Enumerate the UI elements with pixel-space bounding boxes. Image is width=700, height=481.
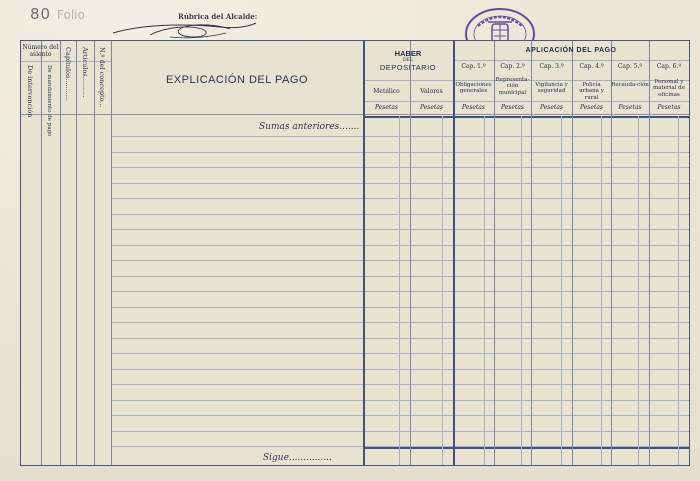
- col-rule: [60, 41, 61, 465]
- pesetas-label: Pesetas: [539, 104, 563, 111]
- cents-rule: [399, 116, 400, 465]
- aplicacion-header: APLICACIÓN DEL PAGO: [525, 47, 617, 54]
- cap-1-desc: Obligaciones generales: [455, 82, 492, 95]
- ledger-row-line: [111, 400, 689, 401]
- pesetas-label: Pesetas: [419, 104, 443, 111]
- ledger-table: [20, 40, 690, 466]
- cap-2-desc: Representa-ción municipal: [495, 77, 530, 96]
- cap-3-desc: Vigilancia y seguridad: [535, 82, 568, 95]
- cents-rule: [601, 116, 602, 465]
- ledger-row-line: [111, 415, 689, 416]
- chapter-rule: [453, 60, 689, 61]
- ledger-row-line: [111, 152, 689, 153]
- haber-header: [363, 49, 453, 72]
- folio-label: Folio: [57, 8, 85, 22]
- cap-4-header: Cap. 4.º: [579, 63, 604, 70]
- cap-6-header: Cap. 6.º: [656, 63, 682, 70]
- cents-rule: [561, 116, 562, 465]
- ledger-row-line: [111, 307, 689, 308]
- haber-del: DEL: [403, 58, 413, 63]
- col-rule: [94, 41, 95, 465]
- ledger-row-line: [111, 214, 689, 215]
- cap-6-desc: Personal y material de oficinas: [653, 79, 685, 98]
- sumas-anteriores-label: Sumas anteriores.......: [259, 122, 360, 132]
- ledger-row-line: [111, 353, 689, 354]
- ledger-row-line: [111, 276, 689, 277]
- cap-4-desc: Policía urbana y rural: [579, 82, 604, 101]
- articulos-header: Artículos..........: [81, 47, 89, 98]
- header-bottom-rule: [21, 114, 689, 115]
- cents-rule: [638, 116, 639, 465]
- num-concepto-header: N.º del concepto...: [98, 47, 106, 108]
- pesetas-label: Pesetas: [500, 104, 524, 111]
- pesetas-label: Pesetas: [374, 104, 398, 111]
- pesetas-label: Pesetas: [657, 104, 681, 111]
- ledger-row-line: [111, 260, 689, 261]
- ledger-row-line: [111, 384, 689, 385]
- ledger-bottom-line: [363, 447, 689, 449]
- col-rule: [111, 41, 112, 465]
- pesetas-label: Pesetas: [579, 104, 603, 111]
- signature-label: Rúbrica del Alcalde:: [178, 12, 258, 21]
- de-mandamiento-header: De mandamiento de pago: [46, 65, 52, 137]
- folio-number: 80: [30, 5, 52, 23]
- ledger-row-line: [111, 369, 689, 370]
- ledger-row-line: [111, 322, 689, 323]
- ledger-row-line: [111, 229, 689, 230]
- cents-rule: [521, 116, 522, 465]
- asiento-header: Número del asiento: [22, 44, 59, 58]
- ledger-row-line: [111, 291, 689, 292]
- cap-5-header: Cap. 5.º: [617, 63, 643, 70]
- cap-3-header: Cap. 3.º: [539, 63, 564, 70]
- ledger-row-line: [111, 431, 689, 432]
- ledger-row-line: [111, 167, 689, 168]
- cents-rule: [678, 116, 679, 465]
- haber-depositario: DEPOSITARIO: [379, 63, 437, 72]
- explicacion-header: EXPLICACIÓN DEL PAGO: [165, 74, 309, 86]
- data-top-rule: [363, 116, 689, 118]
- sigue-label: Sigue...............: [263, 453, 332, 463]
- cap-2-header: Cap. 2.º: [500, 63, 525, 70]
- metalico-header: Metálico: [373, 88, 400, 95]
- cents-rule: [442, 116, 443, 465]
- cap-1-header: Cap. 1.º: [461, 63, 486, 70]
- haber-title: HABER: [394, 49, 422, 58]
- ledger-row-line: [111, 183, 689, 184]
- pesetas-label: Pesetas: [461, 104, 485, 111]
- cap-5-desc: Recauda-ción: [611, 82, 649, 88]
- ledger-row-line: [111, 245, 689, 246]
- capitulos-header: Capítulos...........: [64, 47, 72, 101]
- pesetas-rule: [363, 101, 689, 102]
- ledger-row-line: [111, 136, 689, 137]
- valores-header: Valores: [420, 88, 443, 95]
- ledger-row-line: [111, 198, 689, 199]
- pesetas-label: Pesetas: [618, 104, 642, 111]
- cents-rule: [484, 116, 485, 465]
- de-intervencion-header: De intervención: [26, 65, 34, 118]
- ledger-row-line: [111, 338, 689, 339]
- col-rule: [41, 41, 42, 465]
- col-rule: [76, 41, 77, 465]
